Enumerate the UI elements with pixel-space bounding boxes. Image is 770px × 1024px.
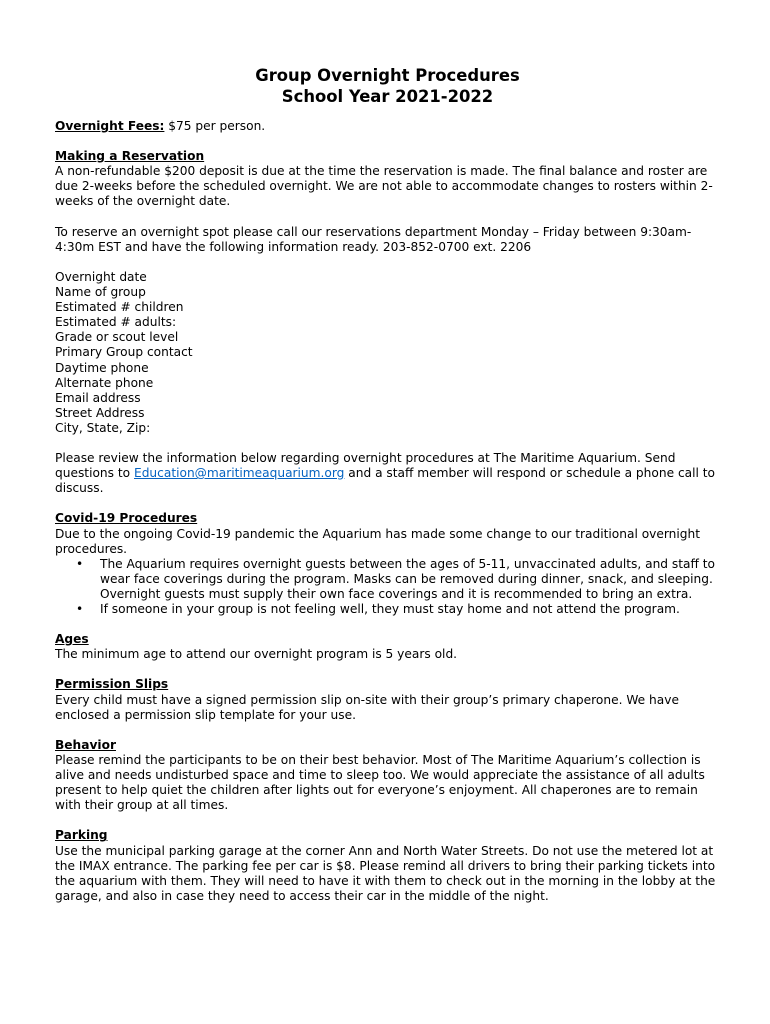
info-item: Primary Group contact (55, 345, 193, 360)
info-item: Street Address (55, 405, 145, 420)
bullet-icon: • (76, 556, 84, 571)
info-item: Estimated # children (55, 300, 184, 315)
covid-bullet-item (55, 602, 720, 617)
covid-bullet-list (55, 557, 720, 617)
info-item: Email address (55, 390, 141, 405)
permission-text: Every child must have a signed permission slip on-site with their group’s primary chaperone. We have enclosed a permission slip template for your use. (55, 692, 679, 722)
education-email-link[interactable]: Education@maritimeaquarium.org (134, 466, 345, 481)
overnight-fees (55, 119, 720, 134)
review-text-after: and a staff member will respond or schedule a phone call to discuss. (55, 466, 715, 496)
behavior-text: Please remind the participants to be on their best behavior. Most of The Maritime Aquarium’s collection is alive and needs undisturbed space and time to sleep too. We would appreciate the assistance of all adults present to help quiet the children after lights out for everyone’s enjoyment. All chaperones are to remain with their group at all times. (55, 752, 705, 813)
document-title (55, 66, 720, 107)
covid-bullet-text: If someone in your group is not feeling well, they must stay home and not attend the program. (100, 602, 680, 616)
reservation-paragraph-1: A non-refundable $200 deposit is due at the time the reservation is made. The final balance and roster are due 2-weeks before the scheduled overnight. We are not able to accommodate changes to rosters within 2-weeks of the overnight date. (55, 164, 713, 209)
covid-heading: Covid-19 Procedures (55, 511, 198, 526)
reservation-heading: Making a Reservation (55, 149, 205, 164)
info-item: Alternate phone (55, 375, 154, 390)
info-item: Name of group (55, 285, 146, 300)
fees-label: Overnight Fees: (55, 119, 165, 133)
ages-text: The minimum age to attend our overnight program is 5 years old. (55, 647, 458, 662)
info-item: Estimated # adults: (55, 315, 177, 330)
covid-intro: Due to the ongoing Covid-19 pandemic the Aquarium has made some change to our traditional overnight procedures. (55, 526, 701, 556)
bullet-icon: • (76, 602, 84, 616)
info-item: Grade or scout level (55, 330, 179, 345)
info-item: Daytime phone (55, 360, 149, 375)
reservation-info-list (55, 270, 720, 436)
title-line-1: Group Overnight Procedures (255, 66, 520, 85)
parking-heading: Parking (55, 828, 108, 843)
parking-text: Use the municipal parking garage at the corner Ann and North Water Streets. Do not use the metered lot at the IMAX entrance. The parking fee per car is $8. Please remind all drivers to bring their parking tickets into the aquarium with them. They will need to have it with them to check out in the morning in the lobby at the garage, and also in case they need to access their car in the middle of the night. (55, 843, 716, 903)
behavior-heading: Behavior (55, 737, 116, 752)
covid-bullet-text: The Aquarium requires overnight guests between the ages of 5-11, unvaccinated adults, and staff to wear face coverings during the program. Masks can be removed during dinner, snack, and sleeping. Overnight guests must supply their own face coverings and it is recommended to bring an extra. (100, 556, 716, 601)
review-paragraph (55, 451, 720, 496)
fees-value: $75 per person. (164, 119, 266, 133)
document-page (55, 66, 720, 904)
reservation-paragraph-2: To reserve an overnight spot please call our reservations department Monday – Friday between 9:30am-4:30m EST and have the following information ready. 203-852-0700 ext. 2206 (55, 224, 692, 254)
title-line-2: School Year 2021-2022 (281, 86, 494, 106)
covid-bullet-item (55, 557, 720, 602)
permission-heading: Permission Slips (55, 677, 169, 692)
info-item: City, State, Zip: (55, 420, 151, 435)
info-item: Overnight date (55, 269, 147, 284)
review-text-before: Please review the information below regarding overnight procedures at The Maritime Aquarium. Send questions to (55, 451, 676, 481)
ages-heading: Ages (55, 632, 89, 647)
